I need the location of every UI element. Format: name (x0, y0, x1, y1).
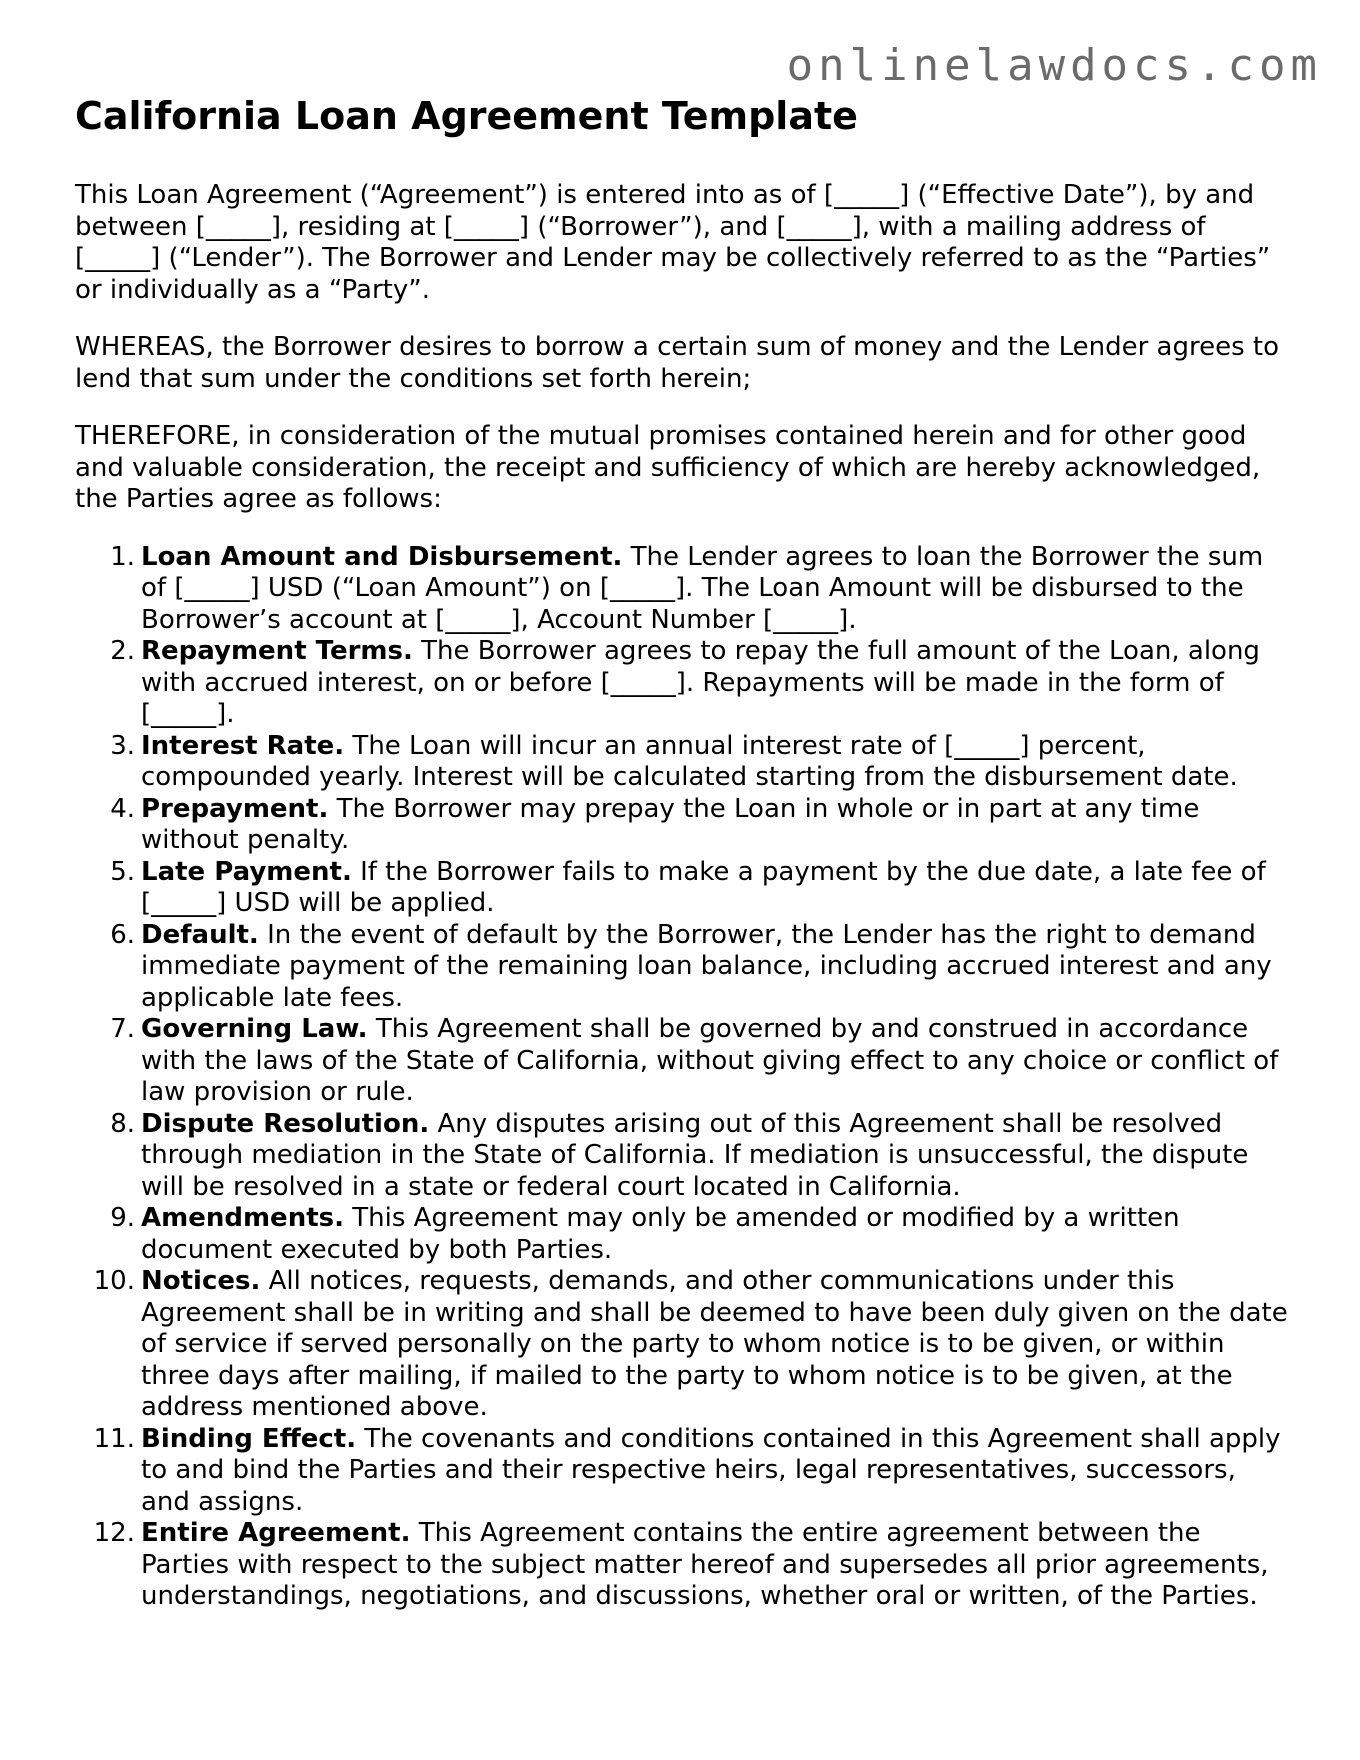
clause-term: Late Payment. (141, 856, 352, 887)
watermark: onlinelawdocs.com (786, 40, 1322, 91)
clause-item (75, 1266, 1290, 1424)
clause-number: 2. (110, 636, 135, 666)
clause-item (75, 731, 1290, 794)
clause-term: Default. (141, 919, 259, 950)
clause-item (75, 542, 1290, 637)
intro-paragraph: This Loan Agreement (“Agreement”) is entered into as of [_____] (“Effective Date”), by and between [_____], residing at [_____] (“Borrower”), and [_____], with a mailing address of [_____] (“Lender”). The Borrower and Lender may be collectively referred to as the “Parties” or individually as a “Party”. (75, 180, 1271, 305)
clause-term: Repayment Terms. (141, 636, 413, 666)
clause-item (75, 1109, 1290, 1204)
clause-text: This Agreement shall be governed by and construed in accordance with the laws of the State of California, without giving effect to any choice or conflict of law provision or rule. (141, 1014, 1279, 1107)
clause-term: Prepayment. (141, 793, 329, 824)
clause-term: Dispute Resolution. (141, 1108, 430, 1139)
clause-number: 5. (110, 856, 135, 887)
clause-text: This Agreement may only be amended or modified by a written document executed by both Parties. (141, 1203, 1180, 1265)
clause-text: The Borrower agrees to repay the full amount of the Loan, along with accrued interest, on or before [_____]. Repayments will be made in the form of [_____]. (141, 636, 1260, 729)
clause-number: 8. (110, 1108, 135, 1139)
whereas-paragraph: WHEREAS, the Borrower desires to borrow a certain sum of money and the Lender agrees to lend that sum under the conditions set forth herein; (75, 332, 1280, 394)
clause-item (75, 1203, 1290, 1266)
clause-list (75, 542, 1290, 1613)
clause-number: 1. (110, 541, 135, 572)
clause-item (75, 920, 1290, 1015)
clause-item (75, 857, 1290, 920)
clause-item (75, 794, 1290, 857)
clause-number: 12. (93, 1518, 135, 1548)
clause-number: 7. (110, 1014, 135, 1044)
clause-number: 10. (93, 1266, 135, 1296)
document-title: California Loan Agreement Template (75, 94, 858, 138)
clause-text: The Loan will incur an annual interest rate of [_____] percent, compounded yearly. Interest will be calculated starting from the disbursement date. (141, 730, 1238, 792)
clause-item (75, 1014, 1290, 1109)
clause-term: Notices. (141, 1266, 261, 1296)
clause-text: The Borrower may prepay the Loan in whole or in part at any time without penalty. (141, 793, 1200, 855)
clause-item (75, 1518, 1290, 1613)
clause-number: 3. (110, 730, 135, 761)
clause-number: 4. (110, 793, 135, 824)
clause-text: Any disputes arising out of this Agreement shall be resolved through mediation in the State of California. If mediation is unsuccessful, the dispute will be resolved in a state or federal court located in California. (141, 1108, 1249, 1202)
clause-text: In the event of default by the Borrower, the Lender has the right to demand immediate payment of the remaining loan balance, including accrued interest and any applicable late fees. (141, 919, 1272, 1013)
clause-term: Binding Effect. (141, 1423, 357, 1454)
clause-text: All notices, requests, demands, and other communications under this Agreement shall be in writing and shall be deemed to have been duly given on the date of service if served personally on the party to whom notice is to be given, or within three days after mailing, if mailed to the party to whom notice is to be given, at the address mentioned above. (141, 1266, 1288, 1422)
clause-text: The covenants and conditions contained in this Agreement shall apply to and bind the Parties and their respective heirs, legal representatives, successors, and assigns. (141, 1423, 1281, 1517)
clause-item (75, 636, 1290, 731)
clause-term: Entire Agreement. (141, 1518, 411, 1548)
clause-text: If the Borrower fails to make a payment by the due date, a late fee of [_____] USD will be applied. (141, 856, 1266, 918)
document-body (75, 92, 1290, 1613)
clause-item (75, 1424, 1290, 1519)
clause-text: This Agreement contains the entire agreement between the Parties with respect to the subject matter hereof and supersedes all prior agreements, understandings, negotiations, and discussions, whether oral or written, of the Parties. (141, 1518, 1269, 1611)
clause-number: 6. (110, 919, 135, 950)
clause-term: Loan Amount and Disbursement. (141, 541, 623, 572)
clause-term: Amendments. (141, 1203, 344, 1233)
clause-number: 11. (93, 1423, 135, 1454)
clause-term: Interest Rate. (141, 730, 345, 761)
clause-number: 9. (110, 1203, 135, 1233)
therefore-paragraph: THEREFORE, in consideration of the mutual promises contained herein and for other good and valuable consideration, the receipt and sufficiency of which are hereby acknowledged, the Parties agree as follows: (75, 421, 1261, 514)
clause-term: Governing Law. (141, 1014, 368, 1044)
clause-text: The Lender agrees to loan the Borrower the sum of [_____] USD (“Loan Amount”) on [_____]. The Loan Amount will be disbursed to the Borrower’s account at [_____], Account Number [_____]. (141, 541, 1264, 635)
